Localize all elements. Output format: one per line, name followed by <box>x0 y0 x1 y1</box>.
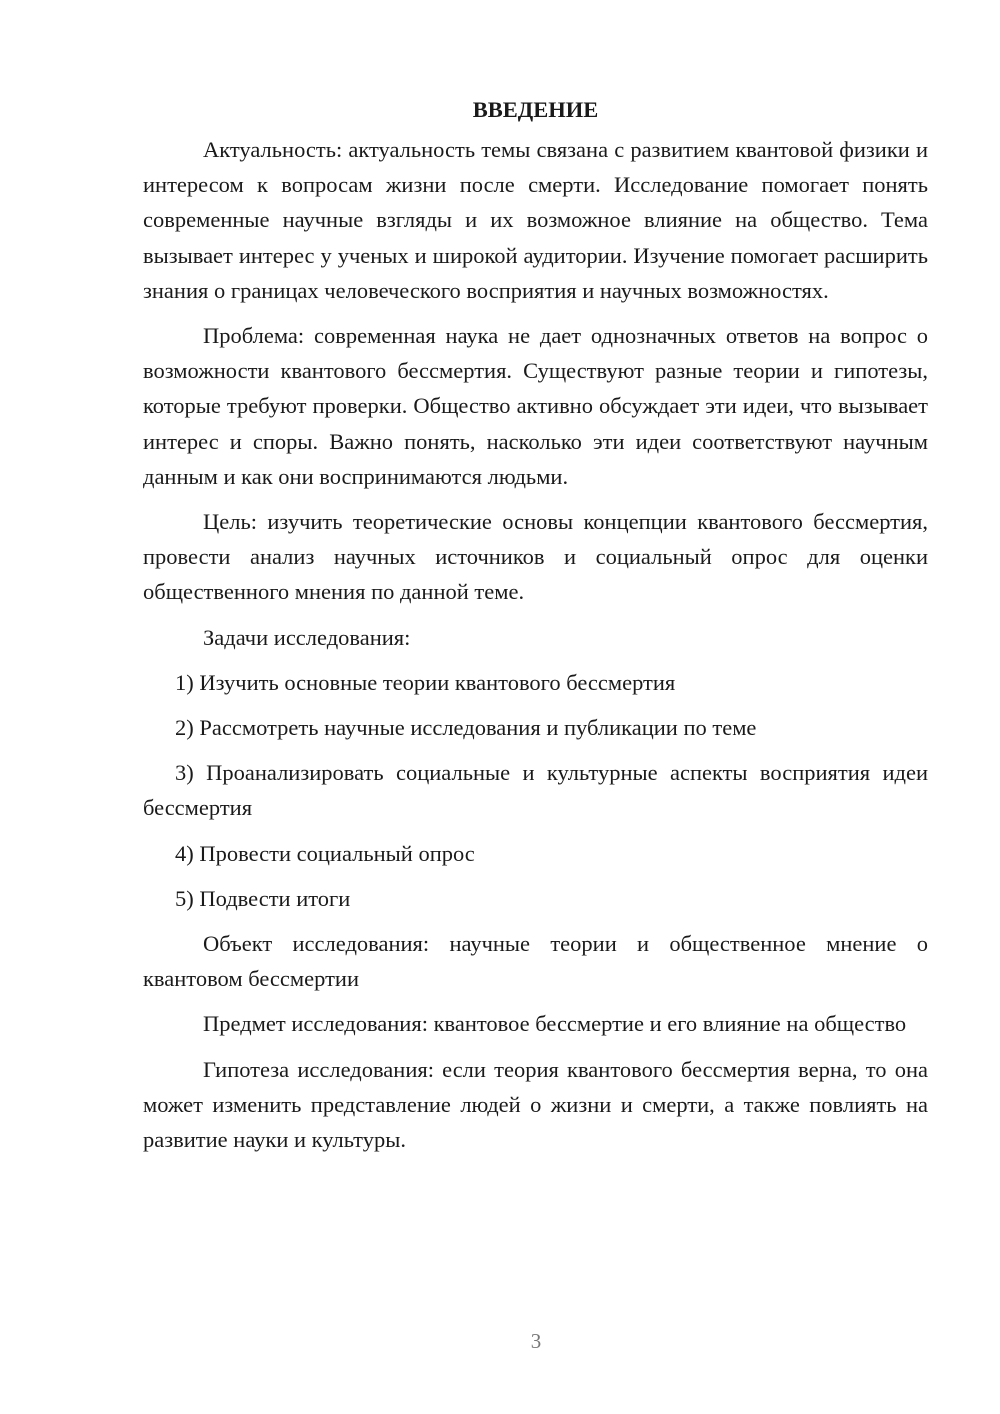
goal-paragraph: Цель: изучить теоретические основы концепции квантового бессмертия, провести анализ научных источников и социальный опрос для оценки общественного мнения по данной теме. <box>143 509 928 605</box>
task-item-1: 1) Изучить основные теории квантового бессмертия <box>175 669 676 695</box>
object-paragraph: Объект исследования: научные теории и общественное мнение о квантовом бессмертии <box>143 931 928 992</box>
page-content <box>143 92 928 1157</box>
tasks-header: Задачи исследования: <box>203 624 411 650</box>
subject-paragraph: Предмет исследования: квантовое бессмертие и его влияние на общество <box>203 1011 907 1037</box>
task-item-2: 2) Рассмотреть научные исследования и публикации по теме <box>175 715 757 741</box>
task-item-3: 3) Проанализировать социальные и культурные аспекты восприятия идеи бессмертия <box>143 760 928 821</box>
problem-paragraph: Проблема: современная наука не дает однозначных ответов на вопрос о возможности квантового бессмертия. Существуют разные теории и гипотезы, которые требуют проверки. Общество активно обсуждает эти идеи, что вызывает интерес и споры. Важно понять, насколько эти идеи соответствуют научным данным и как они воспринимаются людьми. <box>143 323 928 489</box>
page-number: 3 <box>530 1329 542 1353</box>
relevance-paragraph: Актуальность: актуальность темы связана с развитием квантовой физики и интересом к вопросам жизни после смерти. Исследование помогает понять современные научные взгляды и их возможное влияние на общество. Тема вызывает интерес у ученых и широкой аудитории. Изучение помогает расширить знания о границах человеческого восприятия и научных возможностях. <box>143 137 928 303</box>
section-heading: ВВЕДЕНИЕ <box>472 97 599 122</box>
hypothesis-paragraph: Гипотеза исследования: если теория квантового бессмертия верна, то она может изменить представление людей о жизни и смерти, а также повлиять на развитие науки и культуры. <box>143 1056 928 1153</box>
task-item-4: 4) Провести социальный опрос <box>175 840 475 866</box>
task-item-5: 5) Подвести итоги <box>175 885 351 911</box>
